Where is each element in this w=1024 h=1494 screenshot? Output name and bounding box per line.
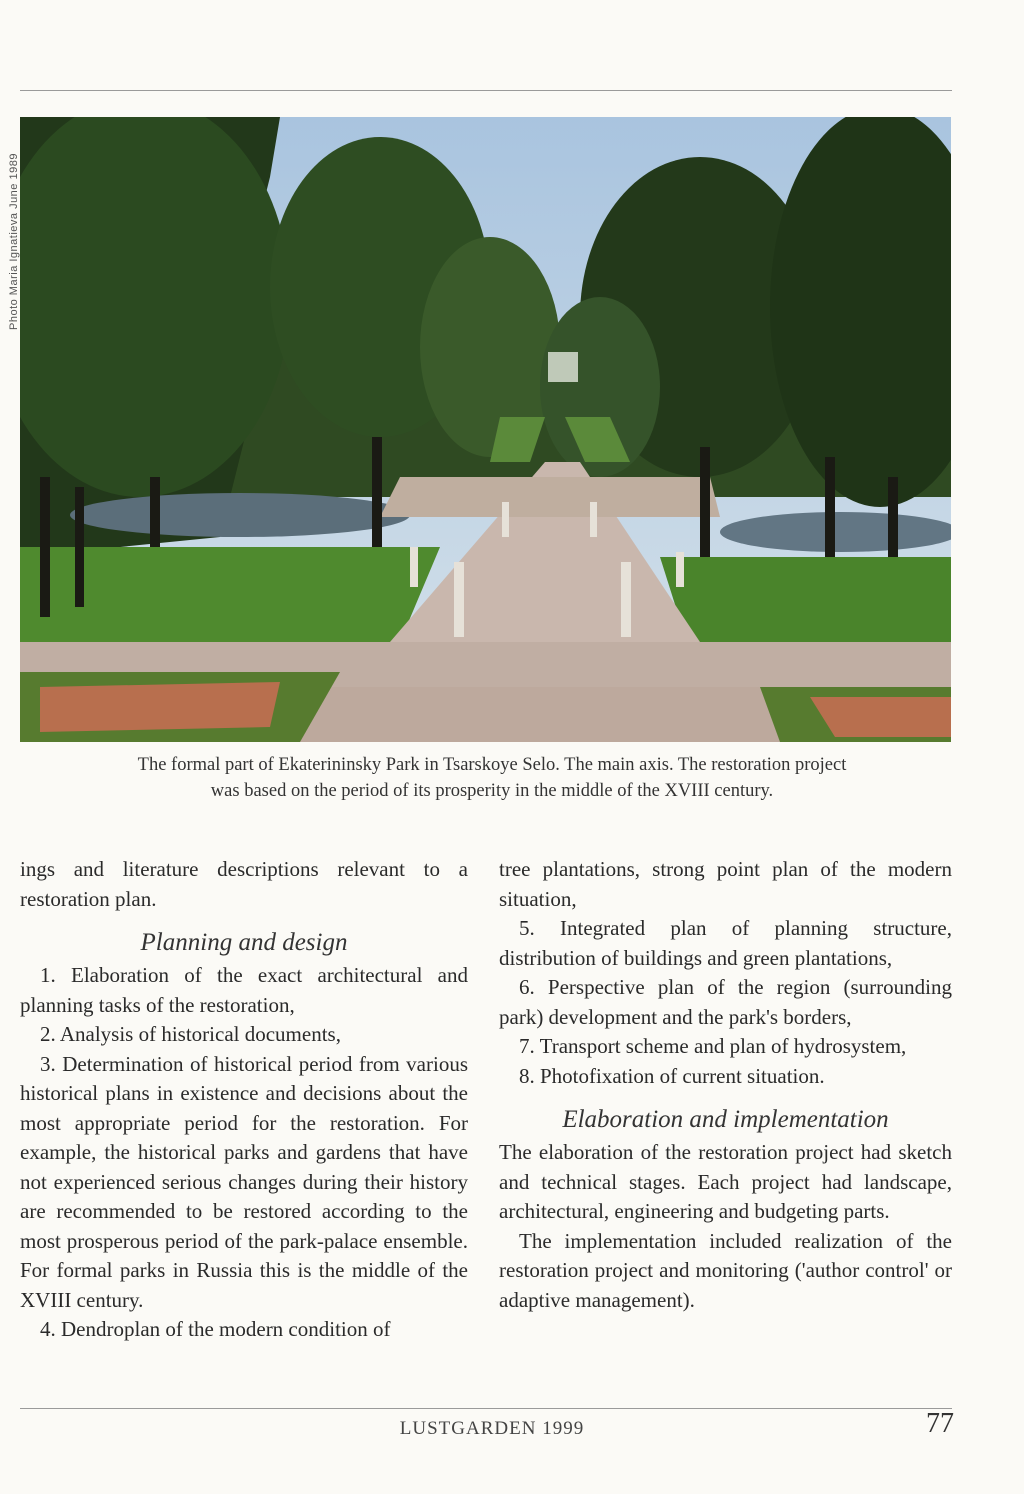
list-item: 6. Perspective plan of the region (surrounding park) development and the park's borders,: [499, 975, 952, 1029]
paragraph: tree plantations, strong point plan of the modern situation,: [499, 857, 952, 911]
list-item: 7. Transport scheme and plan of hydrosystem,: [519, 1034, 907, 1058]
list-item: 3. Determination of historical period from various historical plans in existence and decisions about the most appropriate period for the restoration. For example, the historical parks and gardens that have not experienced serious changes during their history are recommended to be restored according to the most prosperous period of the park-palace ensemble. For formal parks in Russia this is the middle of the XVIII century.: [20, 1051, 468, 1312]
paragraph: The implementation included realization of the restoration project and monitoring ('author control' or adaptive management).: [499, 1228, 952, 1312]
page-number: 77: [926, 1408, 954, 1439]
list-item: 5. Integrated plan of planning structure, distribution of buildings and green plantations,: [499, 916, 952, 970]
park-photograph: [20, 117, 951, 742]
right-column: [499, 855, 952, 1315]
caption-line-1: The formal part of Ekaterininsky Park in Tsarskoye Selo. The main axis. The restoration project: [137, 755, 847, 775]
photo-caption: [60, 752, 924, 804]
list-item: 8. Photofixation of current situation.: [519, 1063, 825, 1088]
journal-title: LUSTGARDEN 1999: [399, 1418, 585, 1439]
photo-credit: Photo Maria Ignatieva June 1989: [8, 153, 20, 330]
section-heading: Elaboration and implementation: [562, 1106, 889, 1133]
left-column: [20, 855, 468, 1345]
caption-line-2: was based on the period of its prosperity in the middle of the XVIII century.: [210, 781, 774, 801]
list-item: 2. Analysis of historical documents,: [40, 1022, 341, 1046]
paragraph: The elaboration of the restoration project had sketch and technical stages. Each project had landscape, architectural, engineering and budgeting parts.: [499, 1140, 952, 1223]
paragraph: ings and literature descriptions relevant to a restoration plan.: [20, 857, 468, 911]
bottom-rule: [20, 1408, 952, 1409]
top-rule: [20, 90, 952, 91]
section-heading: Planning and design: [140, 929, 348, 956]
list-item: 4. Dendroplan of the modern condition of: [40, 1317, 391, 1341]
list-item: 1. Elaboration of the exact architectural and planning tasks of the restoration,: [20, 963, 468, 1017]
